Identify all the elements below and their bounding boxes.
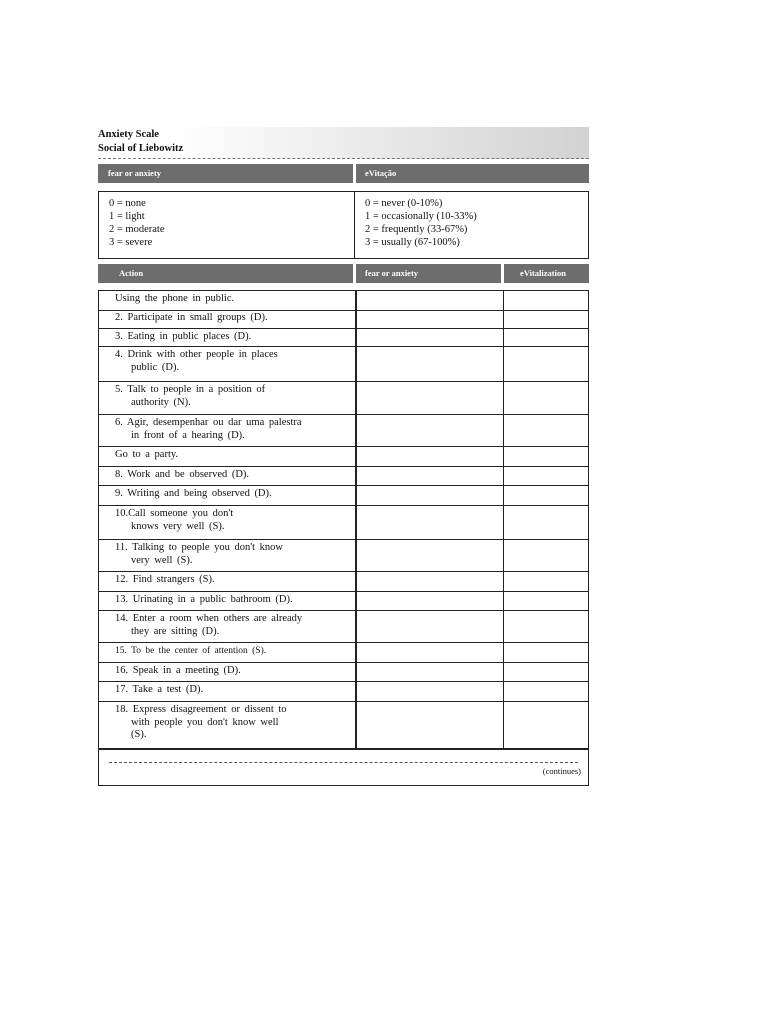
action-cell — [99, 592, 357, 610]
item-line-1: 17. Take a test (D). — [115, 684, 204, 695]
avoid-scale-list — [365, 197, 477, 249]
fear-rating-cell[interactable] — [357, 415, 504, 446]
action-cell — [99, 329, 357, 346]
item-text — [115, 488, 349, 501]
item-line-1: 2. Participate in small groups (D). — [115, 312, 268, 323]
fear-scale-header — [98, 164, 353, 183]
item-line-1: 3. Eating in public places (D). — [115, 331, 252, 342]
item-line-1: Using the phone in public. — [115, 293, 235, 304]
fear-rating-cell[interactable] — [357, 702, 504, 748]
action-cell — [99, 447, 357, 466]
table-row — [98, 506, 589, 540]
item-text — [115, 665, 349, 678]
table-row — [98, 540, 589, 572]
item-line-1: 5. Talk to people in a position of — [115, 384, 266, 395]
scale-document — [98, 127, 589, 776]
fear-rating-cell[interactable] — [357, 572, 504, 591]
continues-label: (continues) — [542, 766, 581, 776]
fear-rating-cell[interactable] — [357, 329, 504, 346]
fear-rating-cell[interactable] — [357, 347, 504, 381]
item-line-1: 4. Drink with other people in places — [115, 349, 278, 360]
item-text — [115, 384, 349, 409]
item-line-1: 13. Urinating in a public bathroom (D). — [115, 594, 293, 605]
fear-rating-cell[interactable] — [357, 467, 504, 485]
footer-divider — [109, 762, 578, 763]
table-row — [98, 329, 589, 347]
avoid-level-2: 2 = frequently (33-67%) — [365, 224, 468, 235]
table-row — [98, 663, 589, 682]
title-line-1: Anxiety Scale — [98, 129, 159, 140]
item-text — [115, 417, 349, 442]
item-text — [115, 508, 349, 533]
item-line-1: 9. Writing and being observed (D). — [115, 488, 272, 499]
action-cell — [99, 506, 357, 539]
item-text — [115, 645, 349, 658]
fear-rating-cell[interactable] — [357, 592, 504, 610]
item-text — [115, 594, 349, 607]
table-row — [98, 611, 589, 643]
title-block — [98, 127, 589, 159]
fear-rating-cell[interactable] — [357, 447, 504, 466]
fear-rating-cell[interactable] — [357, 643, 504, 662]
item-line-1: 10.Call someone you don't — [115, 508, 234, 519]
item-text — [115, 293, 349, 306]
action-cell — [99, 611, 357, 642]
action-cell — [99, 702, 357, 748]
table-row — [98, 467, 589, 486]
item-line-1: 18. Express disagreement or dissent to — [115, 704, 287, 715]
item-line-2: in front of a hearing (D). — [131, 429, 245, 441]
avoid-level-0: 0 = never (0-10%) — [365, 198, 443, 209]
fear-level-3: 3 = severe — [109, 237, 153, 248]
table-row — [98, 486, 589, 506]
fear-scale-box — [98, 191, 355, 259]
column-header-fear-label: fear or anxiety — [365, 268, 419, 278]
table-row — [98, 702, 589, 749]
fear-scale-list — [109, 197, 164, 249]
action-cell — [99, 467, 357, 485]
item-line-1: Go to a party. — [115, 449, 179, 460]
item-line-2: they are sitting (D). — [131, 625, 220, 637]
item-line-2: knows very well (S). — [131, 520, 225, 532]
fear-rating-cell[interactable] — [357, 486, 504, 505]
avoid-scale-header — [356, 164, 589, 183]
item-text — [115, 542, 349, 567]
fear-rating-cell[interactable] — [357, 663, 504, 681]
item-line-1: 12. Find strangers (S). — [115, 574, 215, 585]
fear-level-1: 1 = light — [109, 211, 145, 222]
action-cell — [99, 310, 357, 328]
table-row — [98, 347, 589, 382]
fear-rating-cell[interactable] — [357, 310, 504, 328]
item-text — [115, 469, 349, 482]
item-line-1: 6. Agir, desempenhar ou dar uma palestra — [115, 417, 302, 428]
table-row — [98, 682, 589, 702]
item-text — [115, 349, 349, 374]
fear-rating-cell[interactable] — [357, 506, 504, 539]
action-cell — [99, 572, 357, 591]
action-cell — [99, 643, 357, 662]
fear-rating-cell[interactable] — [357, 382, 504, 414]
table-row — [98, 310, 589, 329]
action-cell — [99, 291, 357, 310]
fear-rating-cell[interactable] — [357, 540, 504, 571]
table-row — [98, 290, 589, 311]
action-cell — [99, 347, 357, 381]
column-header-action — [98, 264, 353, 283]
item-line-3: (S). — [131, 729, 147, 740]
table-row — [98, 592, 589, 611]
action-cell — [99, 486, 357, 505]
fear-rating-cell[interactable] — [357, 682, 504, 701]
table-row — [98, 447, 589, 467]
item-line-1: 11. Talking to people you don't know — [115, 542, 284, 553]
column-header-avoidance — [504, 264, 589, 283]
column-header-action-label: Action — [119, 268, 144, 278]
action-cell — [99, 682, 357, 701]
item-text — [115, 684, 349, 697]
item-line-2: very well (S). — [131, 554, 193, 566]
fear-level-2: 2 = moderate — [109, 224, 165, 235]
item-line-2: authority (N). — [131, 396, 191, 408]
action-cell — [99, 382, 357, 414]
item-text — [115, 704, 349, 742]
fear-rating-cell[interactable] — [357, 611, 504, 642]
action-cell — [99, 540, 357, 571]
table-row — [98, 415, 589, 447]
fear-rating-cell[interactable] — [357, 291, 504, 310]
footer-box — [98, 749, 589, 786]
table-row — [98, 382, 589, 415]
avoid-scale-header-label: eVitação — [365, 168, 397, 178]
fear-scale-header-label: fear or anxiety — [108, 168, 162, 178]
item-text — [115, 449, 349, 462]
column-header-avoidance-label: eVitalization — [520, 268, 566, 278]
avoid-level-1: 1 = occasionally (10-33%) — [365, 211, 477, 222]
item-line-2: public (D). — [131, 361, 180, 373]
title-divider — [98, 158, 589, 159]
table-row — [98, 643, 589, 663]
item-text — [115, 331, 349, 344]
item-line-1: 16. Speak in a meeting (D). — [115, 665, 241, 676]
item-line-2: with people you don't know well — [131, 716, 279, 728]
item-line-1: 8. Work and be observed (D). — [115, 469, 250, 480]
item-line-1: 14. Enter a room when others are already — [115, 613, 303, 624]
action-cell — [99, 663, 357, 681]
column-header-fear — [356, 264, 501, 283]
title-line-2: Social of Liebowitz — [98, 143, 184, 154]
item-line-1: 15. To be the center of attention (S). — [115, 646, 267, 656]
action-cell — [99, 415, 357, 446]
avoid-scale-box — [354, 191, 589, 259]
table-row — [98, 572, 589, 592]
item-text — [115, 574, 349, 587]
item-text — [115, 312, 349, 325]
item-text — [115, 613, 349, 638]
avoid-level-3: 3 = usually (67-100%) — [365, 237, 460, 248]
fear-level-0: 0 = none — [109, 198, 146, 209]
